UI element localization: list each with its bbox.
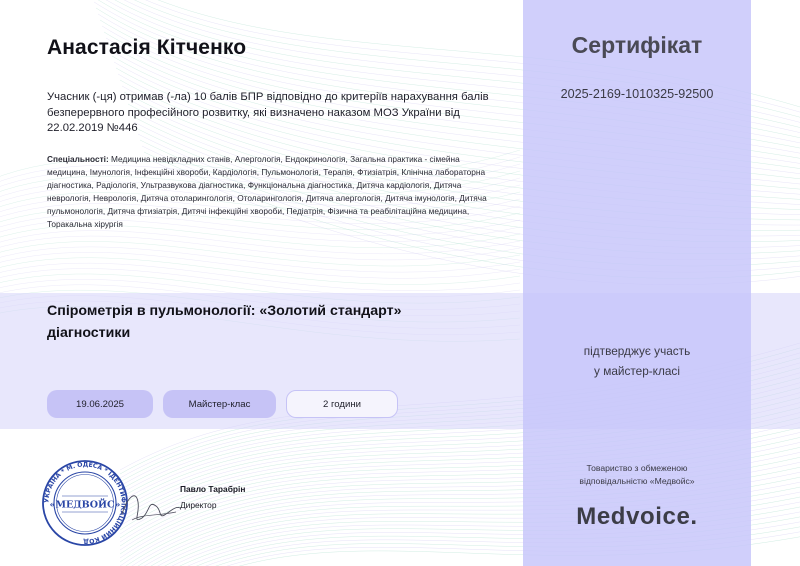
certificate-number: 2025-2169-1010325-92500	[560, 87, 714, 101]
handwritten-signature	[118, 484, 184, 530]
stamp-center-text: «МЕДВОЙС»	[49, 499, 121, 511]
event-type-badge: Майстер-клас	[163, 390, 276, 418]
recipient-name: Анастасія Кітченко	[47, 36, 247, 59]
intro-text: Учасник (-ця) отримав (-ла) 10 балів БПР відповідно до критеріїв нарахування балів безперервного професійного розвитку, які визначено наказом МОЗ України від 22.02.2019 №446	[47, 91, 489, 134]
signer-name: Павло Тарабрін	[180, 484, 246, 494]
certificate-title: Сертифікат	[571, 32, 703, 58]
company-name-line-2: відповідальністю «Медвойс»	[579, 476, 695, 486]
signer-role: Директор	[180, 500, 217, 510]
stamp-ring-text: УКРАЇНА * М. ОДЕСА * ІДЕНТИФІКАЦІЙНИЙ КОД	[43, 461, 127, 545]
medvoice-logo: Medvoice.	[576, 503, 698, 530]
company-name	[523, 462, 751, 488]
date-badge: 19.06.2025	[47, 390, 153, 418]
specialties-list: Медицина невідкладних станів, Алергологія, Ендокринологія, Загальна практика - сімейна медицина, Імунологія, Інфекційні хвороби, Кардіологія, Пульмонологія, Терапія, Фтизіатрія, Клінічна лабораторна діагностика, Радіологія, Ультразвукова діагностика, Функціональна діагностика, Дитяча кардіологія, Дитяча неврологія, Неврологія, Дитяча отоларингологія, Отоларингологія, Дитяча алергологія, Дитяча імунологія, Дитяча пульмонологія, Дитяча фтизіатрія, Дитячі інфекційні хвороби, Педіатрія, Фізична та реабілітаційна медицина, Торакальна хірургія	[47, 154, 487, 230]
participation-confirmation	[523, 341, 751, 381]
course-title: Спірометрія в пульмонології: «Золотий стандарт» діагностики	[47, 303, 402, 341]
hours-badge: 2 години	[286, 390, 398, 418]
company-name-line-1: Товариство з обмеженою	[586, 463, 688, 473]
specialties	[47, 153, 497, 232]
confirmation-line-1: підтверджує участь	[583, 344, 691, 358]
confirmation-line-2: у майстер-класі	[594, 364, 680, 378]
company-stamp	[40, 458, 130, 548]
specialties-label: Спеціальності:	[47, 154, 109, 164]
